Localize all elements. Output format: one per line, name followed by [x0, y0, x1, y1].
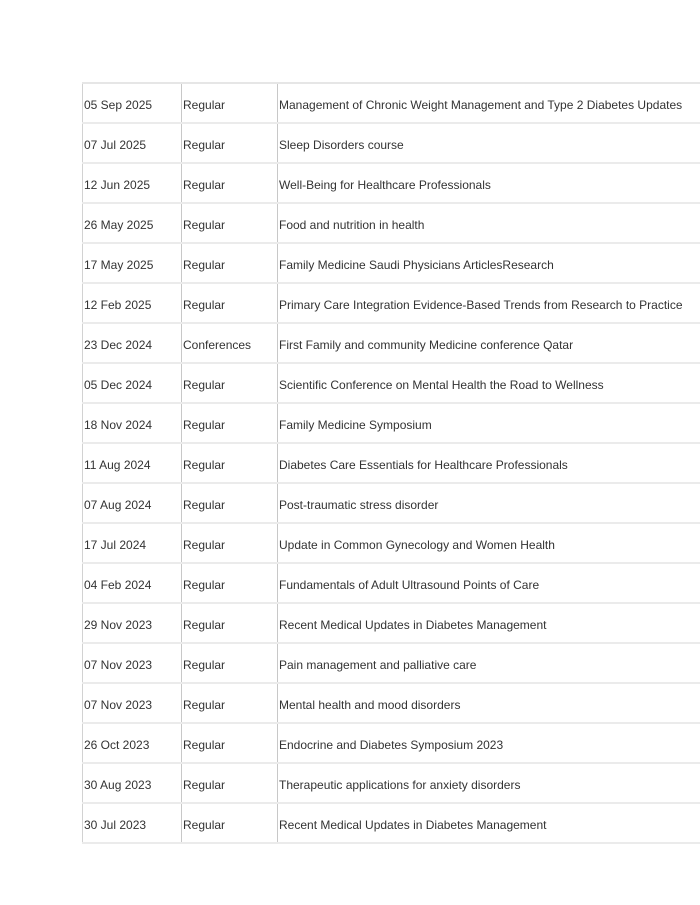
table-row — [83, 363, 700, 403]
event-type: Regular — [182, 163, 278, 203]
event-title[interactable]: Sleep Disorders course — [278, 123, 700, 163]
event-title[interactable]: Primary Care Integration Evidence-Based Trends from Research to Practice — [278, 283, 700, 323]
event-type: Regular — [182, 723, 278, 763]
table-row — [83, 683, 700, 723]
event-title[interactable]: Well-Being for Healthcare Professionals — [278, 163, 700, 203]
event-title[interactable]: Family Medicine Saudi Physicians ArticlesResearch — [278, 243, 700, 283]
event-title[interactable]: Mental health and mood disorders — [278, 683, 700, 723]
event-date: 26 Oct 2023 — [83, 723, 182, 763]
event-type: Regular — [182, 683, 278, 723]
event-date: 23 Dec 2024 — [83, 323, 182, 363]
table-row — [83, 483, 700, 523]
event-title[interactable]: Recent Medical Updates in Diabetes Management — [278, 803, 700, 843]
event-type: Regular — [182, 803, 278, 843]
event-title[interactable]: Pain management and palliative care — [278, 643, 700, 683]
event-title[interactable]: Recent Medical Updates in Diabetes Management — [278, 603, 700, 643]
event-type: Regular — [182, 443, 278, 483]
event-title[interactable]: Fundamentals of Adult Ultrasound Points of Care — [278, 563, 700, 603]
event-title[interactable]: Diabetes Care Essentials for Healthcare Professionals — [278, 443, 700, 483]
table-row — [83, 203, 700, 243]
event-date: 12 Jun 2025 — [83, 163, 182, 203]
event-date: 07 Aug 2024 — [83, 483, 182, 523]
event-type: Regular — [182, 403, 278, 443]
event-date: 26 May 2025 — [83, 203, 182, 243]
events-table-body — [83, 83, 700, 843]
event-type: Regular — [182, 203, 278, 243]
event-date: 30 Jul 2023 — [83, 803, 182, 843]
table-row — [83, 803, 700, 843]
event-date: 05 Dec 2024 — [83, 363, 182, 403]
table-row — [83, 563, 700, 603]
event-type: Regular — [182, 523, 278, 563]
event-date: 30 Aug 2023 — [83, 763, 182, 803]
event-type: Regular — [182, 363, 278, 403]
event-type: Regular — [182, 563, 278, 603]
table-row — [83, 283, 700, 323]
event-title[interactable]: First Family and community Medicine conference Qatar — [278, 323, 700, 363]
event-date: 11 Aug 2024 — [83, 443, 182, 483]
event-title[interactable]: Update in Common Gynecology and Women Health — [278, 523, 700, 563]
event-title[interactable]: Endocrine and Diabetes Symposium 2023 — [278, 723, 700, 763]
table-row — [83, 603, 700, 643]
table-row — [83, 123, 700, 163]
event-type: Regular — [182, 283, 278, 323]
event-type: Regular — [182, 83, 278, 123]
event-type: Regular — [182, 603, 278, 643]
event-date: 05 Sep 2025 — [83, 83, 182, 123]
event-type: Regular — [182, 243, 278, 283]
events-table — [82, 82, 700, 844]
event-title[interactable]: Therapeutic applications for anxiety disorders — [278, 763, 700, 803]
event-type: Regular — [182, 763, 278, 803]
event-title[interactable]: Post-traumatic stress disorder — [278, 483, 700, 523]
event-date: 18 Nov 2024 — [83, 403, 182, 443]
event-title[interactable]: Management of Chronic Weight Management and Type 2 Diabetes Updates — [278, 83, 700, 123]
table-row — [83, 763, 700, 803]
table-row — [83, 403, 700, 443]
event-title[interactable]: Scientific Conference on Mental Health the Road to Wellness — [278, 363, 700, 403]
event-type: Regular — [182, 643, 278, 683]
event-date: 17 Jul 2024 — [83, 523, 182, 563]
event-type: Regular — [182, 123, 278, 163]
event-date: 07 Jul 2025 — [83, 123, 182, 163]
event-title[interactable]: Food and nutrition in health — [278, 203, 700, 243]
event-type: Conferences — [182, 323, 278, 363]
event-type: Regular — [182, 483, 278, 523]
table-row — [83, 523, 700, 563]
table-row — [83, 643, 700, 683]
event-date: 17 May 2025 — [83, 243, 182, 283]
event-date: 07 Nov 2023 — [83, 643, 182, 683]
table-row — [83, 443, 700, 483]
event-date: 07 Nov 2023 — [83, 683, 182, 723]
table-row — [83, 723, 700, 763]
table-row — [83, 163, 700, 203]
event-title[interactable]: Family Medicine Symposium — [278, 403, 700, 443]
event-date: 29 Nov 2023 — [83, 603, 182, 643]
table-row — [83, 243, 700, 283]
table-row — [83, 83, 700, 123]
table-row — [83, 323, 700, 363]
event-date: 12 Feb 2025 — [83, 283, 182, 323]
event-date: 04 Feb 2024 — [83, 563, 182, 603]
